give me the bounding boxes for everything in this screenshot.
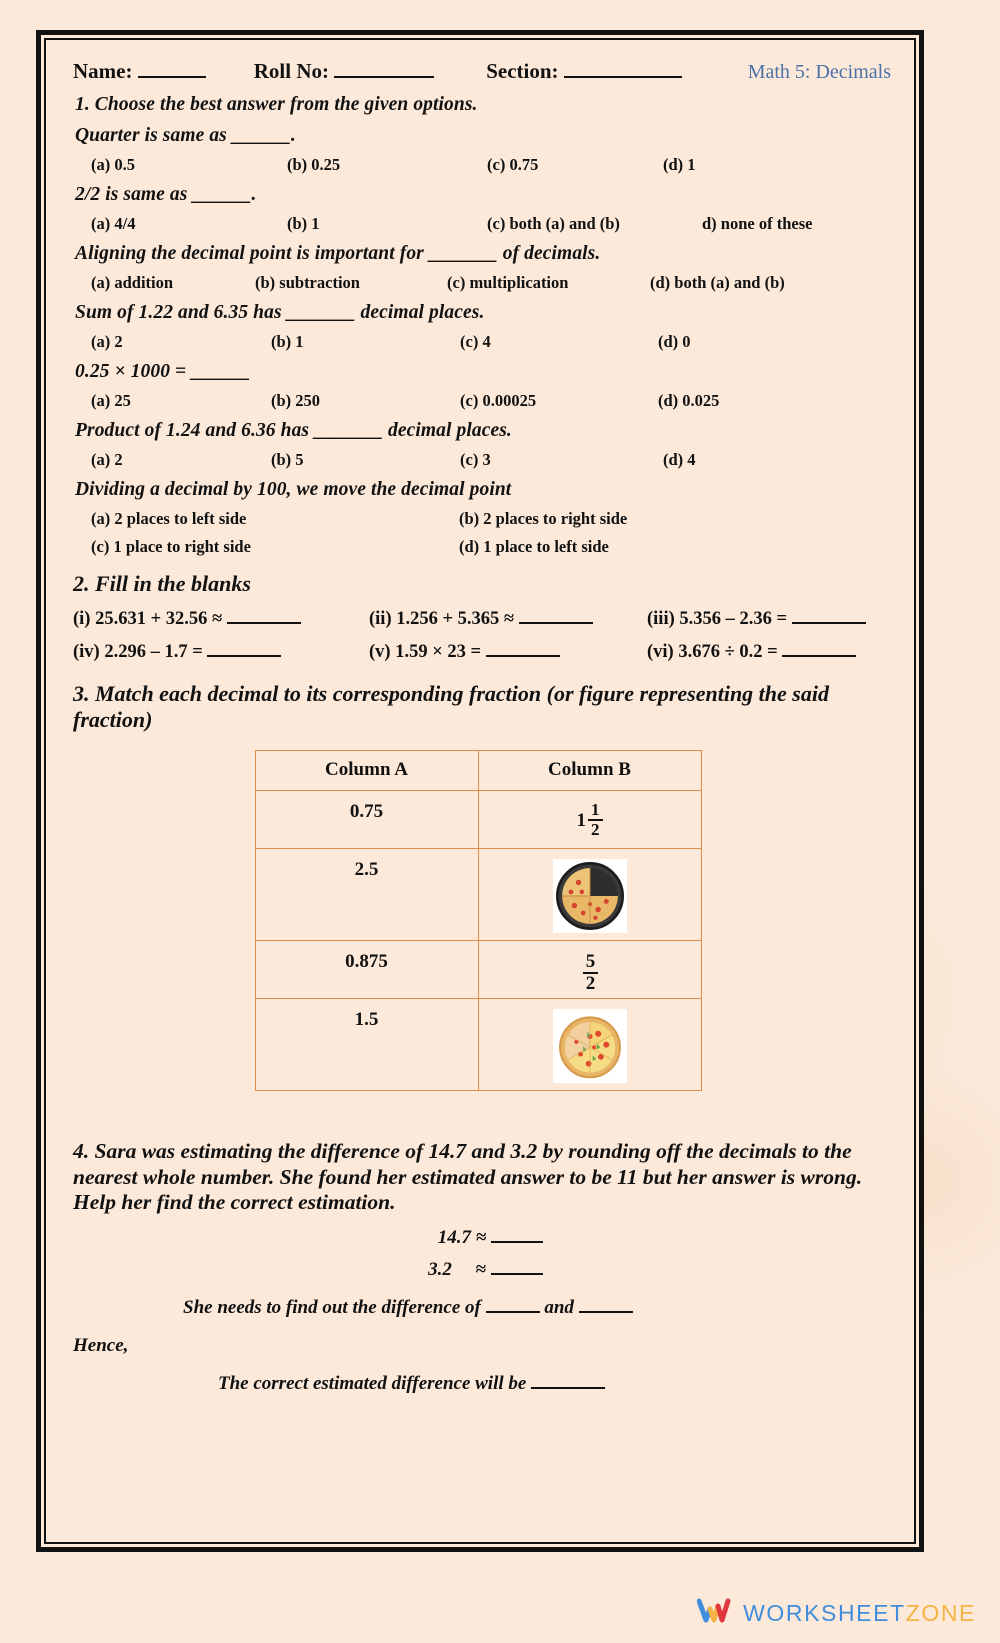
fill-blank-label: (iv) (73, 642, 100, 662)
fill-blank-label: (ii) (369, 609, 392, 629)
answer-blank[interactable] (207, 655, 281, 657)
decimal-cell[interactable]: 0.875 (255, 941, 478, 999)
fill-blank-expr: 1.59 × 23 = (395, 642, 482, 662)
roll-no-blank[interactable] (334, 76, 434, 78)
question-stem: Product of 1.24 and 6.36 has _______ decimal places. (75, 420, 512, 441)
fill-blank-label: (vi) (647, 642, 674, 662)
brand-name-part2: ZONE (905, 1600, 976, 1626)
option-row (91, 391, 893, 411)
improper-fraction (583, 952, 599, 994)
pizza-whole-svg (556, 1012, 624, 1080)
name-label: Name: (73, 59, 133, 83)
pizza-figure-cell[interactable] (478, 999, 701, 1091)
option-b[interactable]: (b) 1 (271, 332, 304, 351)
table-row[interactable] (255, 941, 701, 999)
option-a[interactable]: (a) 25 (91, 391, 131, 410)
option-b[interactable]: (b) 1 (287, 214, 320, 233)
mixed-fraction (577, 801, 603, 839)
final-answer-prompt (218, 1373, 893, 1395)
fill-blank-expr: 25.631 + 32.56 ≈ (95, 609, 223, 629)
fill-blank-item-vi[interactable] (647, 642, 856, 663)
option-row (91, 273, 893, 293)
section-blank[interactable] (564, 76, 682, 78)
fill-blank-expr: 1.256 + 5.365 ≈ (396, 609, 515, 629)
fill-blank-item-iii[interactable] (647, 609, 866, 630)
whole-part: 1 (576, 809, 586, 831)
fill-blank-label: (iii) (647, 609, 675, 629)
hence-label: Hence, (73, 1334, 129, 1356)
worksheet-content (41, 35, 919, 1547)
denominator: 2 (588, 819, 603, 839)
option-b[interactable]: (b) 0.25 (287, 155, 341, 174)
option-row (91, 332, 893, 352)
final-answer-text: The correct estimated difference will be (218, 1372, 527, 1394)
roll-no-field[interactable] (254, 59, 435, 84)
estimate-blank-2[interactable] (491, 1273, 543, 1275)
option-d[interactable]: (d) 1 (663, 155, 696, 174)
option-c[interactable]: (c) 0.00025 (460, 391, 537, 410)
option-b[interactable]: (b) 2 places to right side (459, 509, 628, 528)
option-a[interactable]: (a) 2 (91, 450, 123, 469)
answer-blank[interactable] (792, 622, 866, 624)
column-b-header: Column B (478, 751, 701, 791)
option-c[interactable]: (c) 0.75 (487, 155, 539, 174)
estimate-line-1 (63, 1227, 893, 1249)
fill-blank-expr: 2.296 – 1.7 = (104, 642, 203, 662)
table-row[interactable] (255, 791, 701, 849)
approx-symbol: ≈ (475, 1226, 487, 1248)
fill-blank-row (73, 642, 893, 663)
pizza-figure-cell[interactable] (478, 849, 701, 941)
brand-name-part1: WORKSHEET (743, 1600, 906, 1626)
denominator: 2 (583, 972, 599, 994)
option-a[interactable]: (a) addition (91, 273, 174, 292)
question-stem: Aligning the decimal point is important for _______ of decimals. (75, 243, 601, 264)
final-answer-blank[interactable] (531, 1387, 605, 1389)
approx-symbol: ≈ (475, 1258, 486, 1280)
table-row[interactable] (255, 999, 701, 1091)
answer-blank[interactable] (486, 655, 560, 657)
difference-and: and (544, 1296, 574, 1318)
option-d[interactable]: (d) 0 (658, 332, 691, 351)
answer-blank[interactable] (519, 622, 593, 624)
table-header-row (255, 751, 701, 791)
fraction-cell[interactable] (478, 791, 701, 849)
option-d[interactable]: (d) 1 place to left side (459, 537, 609, 556)
difference-prompt-text: She needs to find out the difference of (183, 1296, 481, 1318)
fill-blank-label: (v) (369, 642, 391, 662)
estimate-line-2 (63, 1259, 893, 1281)
pizza-whole-icon (553, 1009, 627, 1083)
estimate-blank-1[interactable] (491, 1241, 543, 1243)
fill-blank-item-v[interactable] (369, 642, 647, 663)
difference-prompt (183, 1297, 893, 1319)
option-c[interactable]: (c) multiplication (447, 273, 569, 292)
option-b[interactable]: (b) 5 (271, 450, 304, 469)
section-label: Section: (486, 59, 559, 83)
decimal-cell[interactable]: 2.5 (255, 849, 478, 941)
fill-blank-expr: 5.356 – 2.36 = (679, 609, 788, 629)
difference-blank-2[interactable] (579, 1311, 633, 1313)
fill-blank-expr: 3.676 ÷ 0.2 = (678, 642, 778, 662)
section1-title: 1. Choose the best answer from the given options. (75, 94, 478, 115)
option-a[interactable]: (a) 2 places to left side (91, 509, 247, 528)
answer-blank[interactable] (782, 655, 856, 657)
name-field[interactable] (73, 59, 206, 84)
option-a[interactable]: (a) 4/4 (91, 214, 136, 233)
option-d[interactable]: d) none of these (702, 214, 813, 233)
section2-title: 2. Fill in the blanks (73, 571, 251, 596)
question-stem: Quarter is same as ______. (75, 125, 296, 146)
option-c[interactable]: (c) 1 place to right side (91, 537, 251, 556)
pizza-three-quarters-svg (556, 862, 624, 930)
option-c[interactable]: (c) both (a) and (b) (487, 214, 620, 233)
decimal-cell[interactable]: 0.75 (255, 791, 478, 849)
option-b[interactable]: (b) subtraction (255, 273, 360, 292)
question-stem: Sum of 1.22 and 6.35 has _______ decimal places. (75, 302, 485, 323)
column-a-header: Column A (255, 751, 478, 791)
decimal-cell[interactable]: 1.5 (255, 999, 478, 1091)
option-row (91, 214, 893, 234)
option-d[interactable]: (d) both (a) and (b) (650, 273, 785, 292)
option-a[interactable]: (a) 2 (91, 332, 123, 351)
option-row (91, 537, 893, 557)
estimate-value-1: 14.7 (437, 1226, 472, 1248)
brand-footer[interactable] (697, 1598, 976, 1629)
fill-blank-item-iv[interactable] (73, 642, 369, 663)
fill-blank-item-i[interactable] (73, 609, 369, 630)
numerator: 1 (591, 800, 600, 820)
table-row[interactable] (255, 849, 701, 941)
numerator: 5 (585, 951, 596, 973)
answer-blank[interactable] (227, 622, 301, 624)
question-stem: 0.25 × 1000 = ______ (75, 361, 251, 382)
option-row (91, 509, 893, 529)
section4-title: 4. Sara was estimating the difference of 14.7 and 3.2 by rounding off the decimals to the nearest whole number. She found her estimated answer to be 11 but her answer is wrong. Help her find the correct estimation. (73, 1139, 863, 1214)
difference-blank-1[interactable] (486, 1311, 540, 1313)
name-blank[interactable] (138, 76, 206, 78)
fraction-part (588, 801, 603, 839)
fill-blank-label: (i) (73, 609, 91, 629)
fill-blank-item-ii[interactable] (369, 609, 647, 630)
fill-blank-row (73, 609, 893, 630)
option-row (91, 155, 893, 175)
worksheet-frame (36, 30, 924, 1552)
matching-table (255, 750, 702, 1091)
option-c[interactable]: (c) 4 (460, 332, 491, 351)
section3-title: 3. Match each decimal to its corresponding fraction (or figure representing the said fraction) (73, 681, 829, 732)
pizza-three-quarters-icon (553, 859, 627, 933)
roll-no-label: Roll No: (253, 59, 329, 83)
option-a[interactable]: (a) 0.5 (91, 155, 135, 174)
question-stem: 2/2 is same as ______. (75, 184, 257, 205)
fraction-cell[interactable] (478, 941, 701, 999)
matching-table-wrapper (63, 750, 893, 1091)
question-stem: Dividing a decimal by 100, we move the decimal point (75, 479, 512, 500)
option-row (91, 450, 893, 470)
subject-title: Math 5: Decimals (747, 61, 891, 83)
estimate-value-2: 3.2 (428, 1258, 452, 1280)
student-info-header (63, 53, 893, 86)
w-logo-icon (697, 1598, 731, 1629)
option-c[interactable]: (c) 3 (460, 450, 491, 469)
section-field[interactable] (486, 59, 682, 84)
option-b[interactable]: (b) 250 (271, 391, 321, 410)
option-d[interactable]: (d) 4 (663, 450, 696, 469)
brand-name (743, 1600, 976, 1627)
w-logo-svg (697, 1598, 731, 1624)
option-d[interactable]: (d) 0.025 (658, 391, 720, 410)
